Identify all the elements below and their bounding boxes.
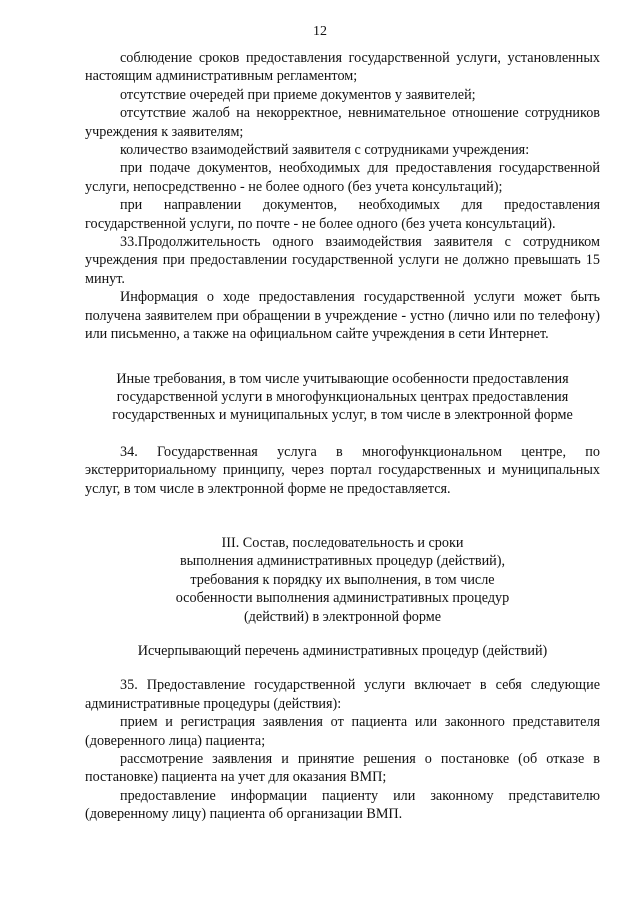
paragraph-application-reception: прием и регистрация заявления от пациента или законного представителя (доверенного лица) пациента;: [85, 714, 600, 749]
subheading-procedures-list: Исчерпывающий перечень административных процедур (действий): [137, 642, 548, 659]
subheading-other-requirements-line-3: государственных и муниципальных услуг, в том числе в электронной форме: [112, 407, 573, 424]
section-heading-line-2: выполнения административных процедур (действий),: [179, 553, 506, 570]
paragraph-progress-information: Информация о ходе предоставления государственной услуги может быть получена заявителем при обращении в учреждение - устно (лично или по телефону) или письменно, а также на официальном сайте учреждения в сети Интернет.: [85, 289, 600, 343]
page-number: 12: [313, 24, 327, 39]
paragraph-no-complaints: отсутствие жалоб на некорректное, невнимательное отношение сотрудников учреждения к заявителям;: [85, 105, 600, 140]
section-heading-line-5: (действий) в электронной форме: [243, 608, 442, 625]
paragraph-34-mfc: 34. Государственная услуга в многофункциональном центре, по экстерриториальному принципу, через портал государственных и муниципальных услуг, в том числе в электронной форме не предоставляется.: [85, 443, 600, 497]
paragraph-deadlines: соблюдение сроков предоставления государственной услуги, установленных настоящим административным регламентом;: [85, 50, 600, 85]
section-heading-line-1: III. Состав, последовательность и сроки: [221, 534, 464, 551]
paragraph-submission-in-person: при подаче документов, необходимых для предоставления государственной услуги, непосредственно - не более одного (без учета консультаций);: [85, 160, 600, 195]
paragraph-information-provision: предоставление информации пациенту или законному представителю (доверенному лицу) пациента об организации ВМП.: [85, 787, 600, 823]
section-heading-line-3: требования к порядку их выполнения, в том числе: [190, 571, 495, 588]
subheading-other-requirements-line-1: Иные требования, в том числе учитывающие особенности предоставления: [116, 370, 569, 387]
subheading-other-requirements-line-2: государственной услуги в многофункциональных центрах предоставления: [116, 388, 569, 405]
paragraph-interaction-count: количество взаимодействий заявителя с сотрудниками учреждения:: [120, 142, 530, 159]
paragraph-submission-by-mail: при направлении документов, необходимых для предоставления государственной услуги, по почте - не более одного (без учета консультаций).: [85, 197, 600, 232]
document-body: [85, 49, 600, 824]
paragraph-35-procedures: 35. Предоставление государственной услуги включает в себя следующие административные процедуры (действия):: [85, 677, 600, 712]
paragraph-33-duration: 33.Продолжительность одного взаимодействия заявителя с сотрудником учреждения при предоставлении государственной услуги не должно превышать 15 минут.: [85, 234, 600, 287]
section-heading-line-4: особенности выполнения административных процедур: [175, 590, 510, 607]
paragraph-no-queues: отсутствие очередей при приеме документов у заявителей;: [120, 86, 476, 103]
paragraph-application-review: рассмотрение заявления и принятие решения о постановке (об отказе в постановке) пациента на учет для оказания ВМП;: [85, 751, 600, 786]
